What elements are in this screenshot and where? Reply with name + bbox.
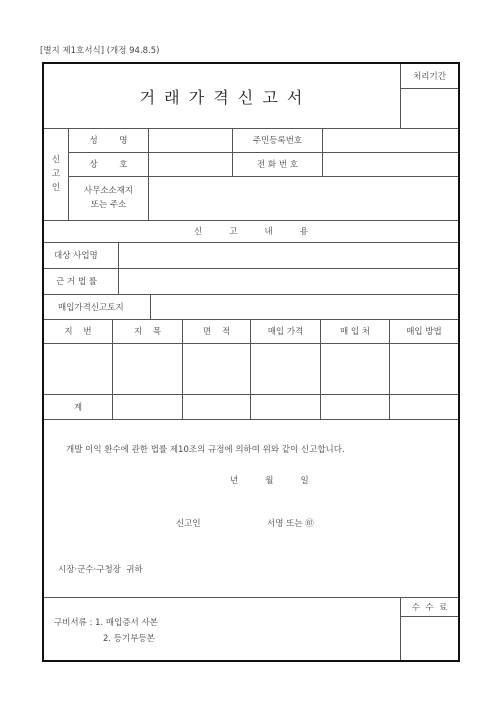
table-header-purchase-price: 매입 가격 [267, 327, 304, 337]
declaration-statement: 개발 이익 환수에 관한 법률 제10조의 규정에 의하여 위와 같이 신고합니다. [66, 445, 345, 455]
required-docs-line1: 구비서류 : 1. 매입증서 사본 [54, 618, 158, 628]
outer-border-bottom [42, 660, 460, 662]
fee-underline [401, 616, 458, 617]
table-total-land-category[interactable] [113, 395, 182, 419]
legal-basis-label: 근 거 법 률 [56, 277, 97, 287]
table-entry-cell-purchase-price[interactable] [251, 344, 320, 394]
table-entry-cell-lot-number[interactable] [44, 344, 112, 394]
date-line: 년 월 일 [230, 476, 309, 486]
table-header-seller: 매 입 처 [339, 327, 371, 337]
name-field[interactable] [149, 129, 232, 152]
processing-period-label: 처리기간 [413, 72, 446, 82]
address-label-line1: 사무소소재지 [83, 186, 134, 196]
form-title [44, 64, 400, 128]
table-total-purchase-method[interactable] [390, 395, 458, 419]
addressee: 시장·군수·구청장 귀하 [58, 565, 143, 575]
trade-name-field[interactable] [149, 153, 232, 176]
resident-no-label: 주민등록번호 [252, 136, 303, 146]
purchase-land-label: 매입가격신고토지 [58, 302, 124, 313]
table-entry-cell-area[interactable] [183, 344, 250, 394]
table-entry-cell-land-category[interactable] [113, 344, 182, 394]
table-header-lot-number: 지 번 [64, 327, 92, 337]
required-docs-line2: 2. 등기부등본 [103, 634, 155, 644]
processing-period-underline [401, 88, 458, 89]
fee-label: 수 수 료 [411, 602, 448, 613]
table-total-label: 계 [73, 402, 83, 413]
table-total-seller[interactable] [321, 395, 389, 419]
form-title-text: 거 래 가 격 신 고 서 [139, 87, 305, 107]
table-total-purchase-price[interactable] [251, 395, 320, 419]
signature-label: 서명 또는 ㊞ [267, 519, 314, 529]
signer-label: 신고인 [176, 519, 201, 529]
phone-field[interactable] [323, 153, 458, 176]
name-label: 성 명 [89, 136, 128, 146]
trade-name-label: 상 호 [89, 160, 128, 170]
form-header: [별지 제1호서식] (개정 94.8.5) [40, 46, 160, 56]
address-field[interactable] [149, 177, 458, 220]
outer-border-right [458, 62, 460, 662]
target-business-label: 대상 사업명 [54, 251, 98, 261]
table-entry-cell-purchase-method[interactable] [390, 344, 458, 394]
footer-top-border [44, 597, 458, 598]
table-header-purchase-method: 매입 방법 [406, 327, 442, 337]
report-content-header: 신 고 내 용 [194, 227, 308, 237]
target-business-field[interactable] [119, 243, 458, 268]
address-label [69, 176, 148, 220]
reporter-group-label: 신 고 인 [51, 155, 61, 193]
table-bottom [44, 419, 458, 420]
table-header-land-category: 지 목 [133, 327, 162, 337]
purchase-land-field[interactable] [151, 295, 458, 319]
table-total-area[interactable] [183, 395, 250, 419]
table-entry-cell-seller[interactable] [321, 344, 389, 394]
resident-no-field[interactable] [323, 129, 458, 152]
legal-basis-field[interactable] [119, 269, 458, 294]
address-label-line2: 또는 주소 [90, 200, 127, 210]
phone-label: 전 화 번 호 [257, 160, 298, 170]
table-header-area: 면 적 [202, 327, 231, 337]
